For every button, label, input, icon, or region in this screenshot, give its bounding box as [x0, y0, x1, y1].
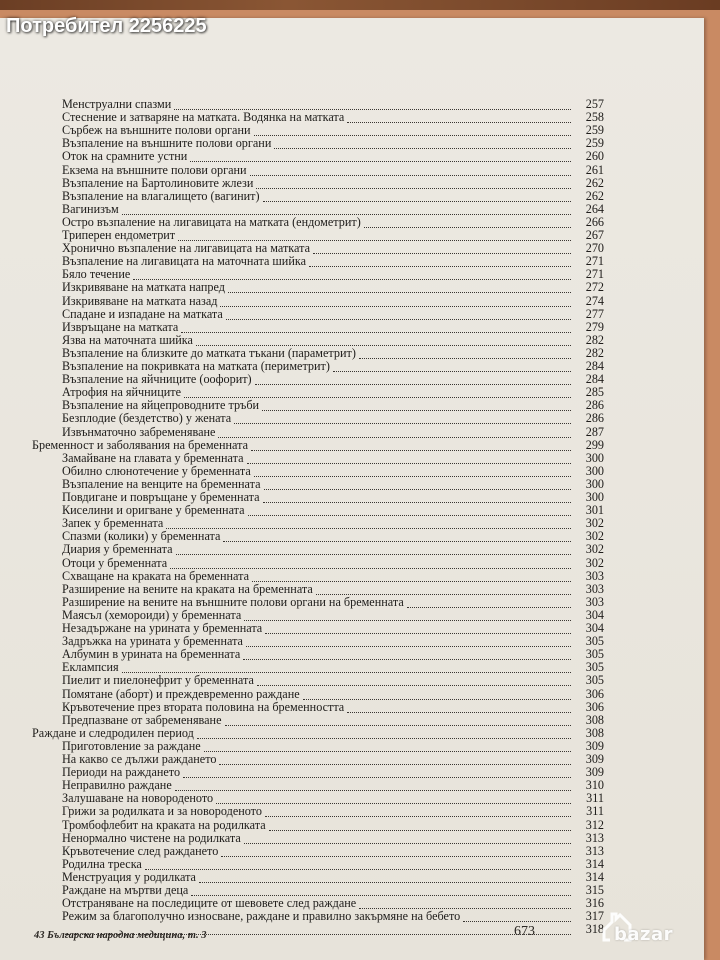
toc-entry-title: Язва на маточната шийка: [62, 332, 193, 347]
toc-entry-title: Оток на срамните устни: [62, 149, 188, 164]
toc-entry-page: 287: [585, 424, 604, 439]
toc-entry-title: Атрофия на яйчниците: [62, 385, 181, 400]
toc-entry-page: 284: [585, 359, 604, 373]
toc-entry: [62, 753, 604, 766]
dot-leader: [190, 153, 571, 162]
toc-entry-title: Залушаване на новороденото: [62, 791, 214, 806]
toc-entry-page: 259: [585, 123, 604, 138]
toc-entry-title: Възпаление на лигавицата на маточната шийка: [62, 254, 306, 269]
toc-entry: [62, 111, 604, 124]
toc-entry-page: 282: [585, 345, 604, 360]
toc-entry-page: 286: [585, 398, 604, 413]
toc-entry-title: Кръвотечение след раждането: [62, 843, 219, 858]
toc-entry-title: Извръщане на матката: [62, 319, 179, 334]
toc-entry: [62, 884, 604, 897]
toc-entry-page: 272: [585, 280, 604, 295]
toc-entry-title: Запек у бременната: [62, 516, 164, 531]
toc-entry-title: Възпаление на покривката на матката (периметрит): [62, 359, 330, 373]
toc-entry: [62, 609, 604, 622]
dot-leader: [166, 520, 571, 529]
dot-leader: [269, 822, 571, 831]
toc-entry-title: Възпаление на близките до матката тъкани (параметрит): [62, 345, 356, 360]
toc-entry-page: 313: [585, 843, 604, 858]
dot-leader: [175, 782, 571, 791]
toc-entry-page: 271: [585, 267, 604, 282]
toc-entry-title: Раждане на мъртви деца: [62, 883, 189, 897]
toc-entry-title: Киселини и оригване у бременната: [62, 503, 245, 518]
dot-leader: [204, 743, 571, 752]
dot-leader: [303, 691, 571, 700]
toc-entry-title: Задръжка на урината у бременната: [62, 634, 243, 649]
toc-entry-title: Предпазване от забременяване: [62, 712, 222, 727]
toc-entry-title: Тромбофлебит на краката на родилката: [62, 817, 266, 832]
dot-leader: [252, 573, 571, 582]
toc-entry: [62, 334, 604, 347]
toc-entry: [62, 399, 604, 412]
toc-entry-title: Кръвотечение през втората половина на бременността: [62, 699, 345, 714]
toc-entry: [62, 832, 604, 845]
toc-entry-title: Схващане на краката на бременната: [62, 568, 249, 583]
toc-entry-page: 305: [585, 634, 604, 649]
toc-entry: [62, 661, 604, 674]
toc-entry: [62, 674, 604, 687]
dot-leader: [176, 546, 571, 555]
toc-entry-title: Пиелит и пиелонефрит у бременната: [62, 673, 254, 688]
dot-leader: [216, 795, 571, 804]
toc-entry-page: 314: [585, 856, 604, 871]
dot-leader: [133, 271, 571, 280]
dot-leader: [244, 612, 571, 621]
toc-entry-page: 314: [585, 869, 604, 884]
toc-entry: [62, 622, 604, 635]
dot-leader: [254, 127, 571, 136]
dot-leader: [243, 651, 571, 660]
toc-entry: [62, 858, 604, 871]
toc-entry: [62, 910, 604, 923]
toc-entry-page: 312: [585, 817, 604, 832]
toc-entry: [62, 517, 604, 530]
toc-entry-page: 317: [585, 909, 604, 924]
toc-entry-title: Стеснение и затваряне на матката. Водянка на матката: [62, 110, 345, 125]
toc-entry-title: Възпаление на външните полови органи: [62, 136, 272, 151]
dot-leader: [122, 206, 571, 215]
toc-entry-page: 305: [585, 673, 604, 688]
toc-entry-title: Незадържане на урината у бременната: [62, 621, 263, 635]
toc-entry: [62, 543, 604, 556]
dot-leader: [248, 507, 571, 516]
toc-entry-page: 284: [585, 372, 604, 387]
toc-entry: [62, 871, 604, 884]
toc-entry-page: 299: [585, 437, 604, 452]
dot-leader: [262, 402, 571, 411]
toc-entry-title: Вагинизъм: [62, 201, 119, 216]
toc-entry: [62, 190, 604, 203]
toc-entry-page: 261: [585, 162, 604, 177]
dot-leader: [199, 874, 571, 883]
toc-entry-title: Повдигане и повръщане у бременната: [62, 490, 260, 504]
toc-entry-title: Отоци у бременната: [62, 555, 168, 570]
toc-entry-page: 318: [585, 922, 604, 937]
toc-entry-page: 267: [585, 228, 604, 242]
toc-entry-title: Диария у бременната: [62, 542, 173, 557]
toc-entry-page: 264: [585, 201, 604, 216]
toc-entry-page: 309: [585, 765, 604, 780]
dot-leader: [256, 180, 571, 189]
dot-leader: [122, 664, 571, 673]
toc-entry-page: 300: [585, 450, 604, 465]
toc-entry: [62, 412, 604, 425]
toc-entry: [62, 478, 604, 491]
toc-entry: [62, 386, 604, 399]
dot-leader: [220, 298, 571, 307]
toc-entry-page: 300: [585, 463, 604, 478]
toc-entry: [62, 177, 604, 190]
toc-entry: [62, 819, 604, 832]
toc-entry: [62, 570, 604, 583]
toc-entry-page: 277: [585, 306, 604, 321]
dot-leader: [247, 455, 571, 464]
toc-entry: [62, 504, 604, 517]
toc-entry-title: Обилно слюнотечение у бременната: [62, 463, 251, 478]
toc-entry-page: 262: [585, 188, 604, 203]
toc-entry-title: Раждане и следродилен период: [32, 725, 194, 740]
toc-entry-page: 279: [585, 319, 604, 334]
toc-entry-title: Хронично възпаление на лигавицата на матката: [62, 241, 310, 256]
toc-entry-title: Трипeрен ендометрит: [62, 228, 176, 242]
dot-leader: [255, 376, 571, 385]
toc-entry-title: Възпаление на яйчниците (оофорит): [62, 372, 252, 387]
toc-entry-page: 274: [585, 293, 604, 308]
toc-entry: [62, 98, 604, 111]
toc-entry-page: 262: [585, 175, 604, 190]
toc-entry-page: 300: [585, 490, 604, 504]
toc-entry-title: Възпаление на Бартолиновите жлези: [62, 175, 254, 190]
toc-entry-page: 302: [585, 529, 604, 544]
toc-entry-page: 311: [586, 791, 604, 806]
toc-entry-title: Приготовление за раждане: [62, 738, 201, 753]
dot-leader: [145, 861, 571, 870]
toc-entry: [62, 688, 604, 701]
toc-entry: [62, 295, 604, 308]
dot-leader: [274, 140, 571, 149]
toc-entry-page: 313: [585, 830, 604, 845]
toc-entry: [62, 242, 604, 255]
toc-entry-title: Възпаление на яйцепроводните тръби: [62, 398, 260, 413]
toc-entry-title: Ненормално чистене на родилката: [62, 830, 241, 845]
toc-entry-title: Периоди на раждането: [62, 765, 181, 780]
toc-entry: [62, 281, 604, 294]
toc-entry-title: Помятане (аборт) и преждевременно раждане: [62, 686, 300, 701]
toc-entry: [62, 779, 604, 792]
toc-entry-page: 305: [585, 660, 604, 675]
toc-entry: [62, 648, 604, 661]
toc-entry-title: Менструални спазми: [62, 97, 172, 111]
dot-leader: [263, 494, 571, 503]
toc-entry: [62, 124, 604, 137]
toc-entry: [62, 229, 604, 242]
toc-entry-page: 303: [585, 581, 604, 596]
toc-entry-page: 301: [585, 503, 604, 518]
toc-entry-page: 308: [585, 712, 604, 727]
dot-leader: [347, 704, 571, 713]
dot-leader: [221, 848, 571, 857]
dot-leader: [246, 638, 571, 647]
toc-entry-title: Режим за благополучно износване, раждане и правилно закърмяне на бебето: [62, 909, 461, 924]
toc-entry-page: 316: [585, 896, 604, 911]
dot-leader: [359, 900, 571, 909]
dot-leader: [234, 415, 571, 424]
dot-leader: [225, 717, 572, 726]
dot-leader: [309, 258, 571, 267]
dot-leader: [313, 245, 571, 254]
toc-entry-page: 258: [585, 110, 604, 125]
toc-entry-title: Маясъл (хемороиди) у бременната: [62, 607, 242, 622]
dot-leader: [257, 677, 571, 686]
toc-entry: [62, 347, 604, 360]
toc-entry-title: Спазми (колики) у бременната: [62, 529, 221, 544]
toc-entry-page: 310: [585, 778, 604, 793]
toc-entry-page: 286: [585, 411, 604, 426]
toc-entry-title: Извънматочно забременяване: [62, 424, 216, 439]
dot-leader: [251, 442, 571, 451]
toc-entry: [62, 897, 604, 910]
toc-entry: [62, 766, 604, 779]
toc-entry: [62, 308, 604, 321]
seller-label: Потребител 2256225: [6, 15, 207, 37]
dot-leader: [265, 625, 571, 634]
dot-leader: [264, 481, 571, 490]
toc-entry: [62, 373, 604, 386]
toc-entry-page: 285: [585, 385, 604, 400]
dot-leader: [254, 468, 571, 477]
toc-entry-page: 259: [585, 136, 604, 151]
dot-leader: [333, 363, 571, 372]
toc-entry: [62, 596, 604, 609]
toc-entry-page: 257: [585, 97, 604, 111]
toc-entry-page: 282: [585, 332, 604, 347]
toc-entry: [62, 845, 604, 858]
toc-entry-page: 260: [585, 149, 604, 164]
toc-entry-title: Сърбеж на външните полови органи: [62, 123, 251, 138]
dot-leader: [364, 219, 571, 228]
toc-entry-title: Еклампсия: [62, 660, 119, 675]
toc-entry-title: Менструация у родилката: [62, 869, 196, 884]
dot-leader: [178, 232, 571, 241]
toc-entry-page: 309: [585, 752, 604, 766]
dot-leader: [196, 337, 571, 346]
toc-entry-title: Екзема на външните полови органи: [62, 162, 247, 177]
toc-entry: [62, 805, 604, 818]
toc-entry-page: 305: [585, 647, 604, 662]
toc-entry-page: 270: [585, 241, 604, 256]
dot-leader: [359, 350, 571, 359]
toc-entry-page: 266: [585, 214, 604, 229]
toc-entry-page: 302: [585, 516, 604, 531]
toc-entry-title: Безплодие (бездетство) у жената: [62, 411, 232, 426]
toc-entry: [62, 635, 604, 648]
toc-entry-title: Изкривяване на матката назад: [62, 293, 218, 308]
toc-entry-title: Бяло течение: [62, 267, 131, 282]
dot-leader: [170, 560, 571, 569]
dot-leader: [244, 835, 571, 844]
toc-entry-title: Разширение на вените на краката на бременната: [62, 581, 313, 596]
toc-entry: [32, 727, 604, 740]
toc-entry-page: 306: [585, 699, 604, 714]
toc-entry: [62, 426, 604, 439]
toc-entry: [62, 137, 604, 150]
footer-page-number: 673: [514, 924, 535, 939]
dot-leader: [316, 586, 571, 595]
toc-entry: [62, 465, 604, 478]
dot-leader: [223, 533, 571, 542]
toc-entry: [62, 452, 604, 465]
dot-leader: [184, 389, 571, 398]
toc-entry-title: Разширение на вените на външните полови органи на бременната: [62, 594, 404, 609]
toc-entry: [62, 321, 604, 334]
toc-entry: [62, 583, 604, 596]
dot-leader: [191, 887, 571, 896]
toc-entry-title: Изкривяване на матката напред: [62, 280, 225, 295]
toc-entry-page: 304: [585, 621, 604, 635]
toc-entry-page: 302: [585, 542, 604, 557]
toc-entry: [62, 701, 604, 714]
toc-entry: [62, 268, 604, 281]
toc-entry-title: Бременност и заболявания на бременната: [32, 437, 248, 452]
dot-leader: [228, 284, 571, 293]
dot-leader: [250, 167, 571, 176]
dot-leader: [226, 311, 571, 320]
toc-entry-page: 271: [585, 254, 604, 269]
dot-leader: [263, 193, 571, 202]
dot-leader: [174, 101, 571, 110]
toc-entry-title: Родилна треска: [62, 856, 142, 871]
toc-entry: [62, 255, 604, 268]
toc-entry-page: 303: [585, 594, 604, 609]
dot-leader: [347, 114, 571, 123]
toc-entry: [62, 203, 604, 216]
toc-entry-page: 308: [585, 725, 604, 740]
toc-entry: [62, 792, 604, 805]
toc-entry-title: Грижи за родилката и за новороденото: [62, 804, 262, 819]
toc-entry: [62, 740, 604, 753]
watermark-text: bazar: [614, 923, 674, 945]
toc-entry-page: 303: [585, 568, 604, 583]
toc-entry-title: Остро възпаление на лигавицата на матката (ендометрит): [62, 214, 361, 229]
toc-entry-title: Отстраняване на последиците от шевовете след раждане: [62, 896, 357, 911]
toc-entry: [62, 714, 604, 727]
book-page: [0, 18, 704, 960]
toc-entry-page: 304: [585, 607, 604, 622]
toc-entry-title: Замайване на главата у бременната: [62, 450, 244, 465]
toc-entry: [32, 439, 604, 452]
toc-entry-page: 315: [585, 883, 604, 897]
toc-entry: [62, 164, 604, 177]
toc-entry-title: Спадане и изпадане на матката: [62, 306, 223, 321]
toc-entry: [62, 491, 604, 504]
watermark: [602, 914, 712, 954]
toc-entry-title: Албумин в урината на бременната: [62, 647, 241, 662]
footer-signature: 43 Българска народна медицина, т. 3: [34, 930, 207, 941]
toc-entry: [62, 360, 604, 373]
dot-leader: [463, 913, 571, 922]
toc-entry-title: На какво се дължи раждането: [62, 752, 217, 766]
dot-leader: [183, 769, 571, 778]
dot-leader: [407, 599, 571, 608]
dot-leader: [265, 808, 571, 817]
toc-entry: [62, 530, 604, 543]
toc-entry-title: Неправилно раждане: [62, 778, 172, 793]
toc-entry-page: 309: [585, 738, 604, 753]
toc-entry-title: Възпаление на влагалището (вагинит): [62, 188, 260, 203]
dot-leader: [219, 756, 571, 765]
toc-entry-page: 300: [585, 476, 604, 491]
toc-entry-page: 311: [586, 804, 604, 819]
dot-leader: [181, 324, 571, 333]
toc-entry-title: Възпаление на венците на бременната: [62, 476, 261, 491]
dot-leader: [197, 730, 571, 739]
dot-leader: [218, 429, 571, 438]
toc-entry-page: 302: [585, 555, 604, 570]
toc-entry: [62, 216, 604, 229]
toc-entry-page: 306: [585, 686, 604, 701]
toc-entry: [62, 557, 604, 570]
toc-entry: [62, 150, 604, 163]
